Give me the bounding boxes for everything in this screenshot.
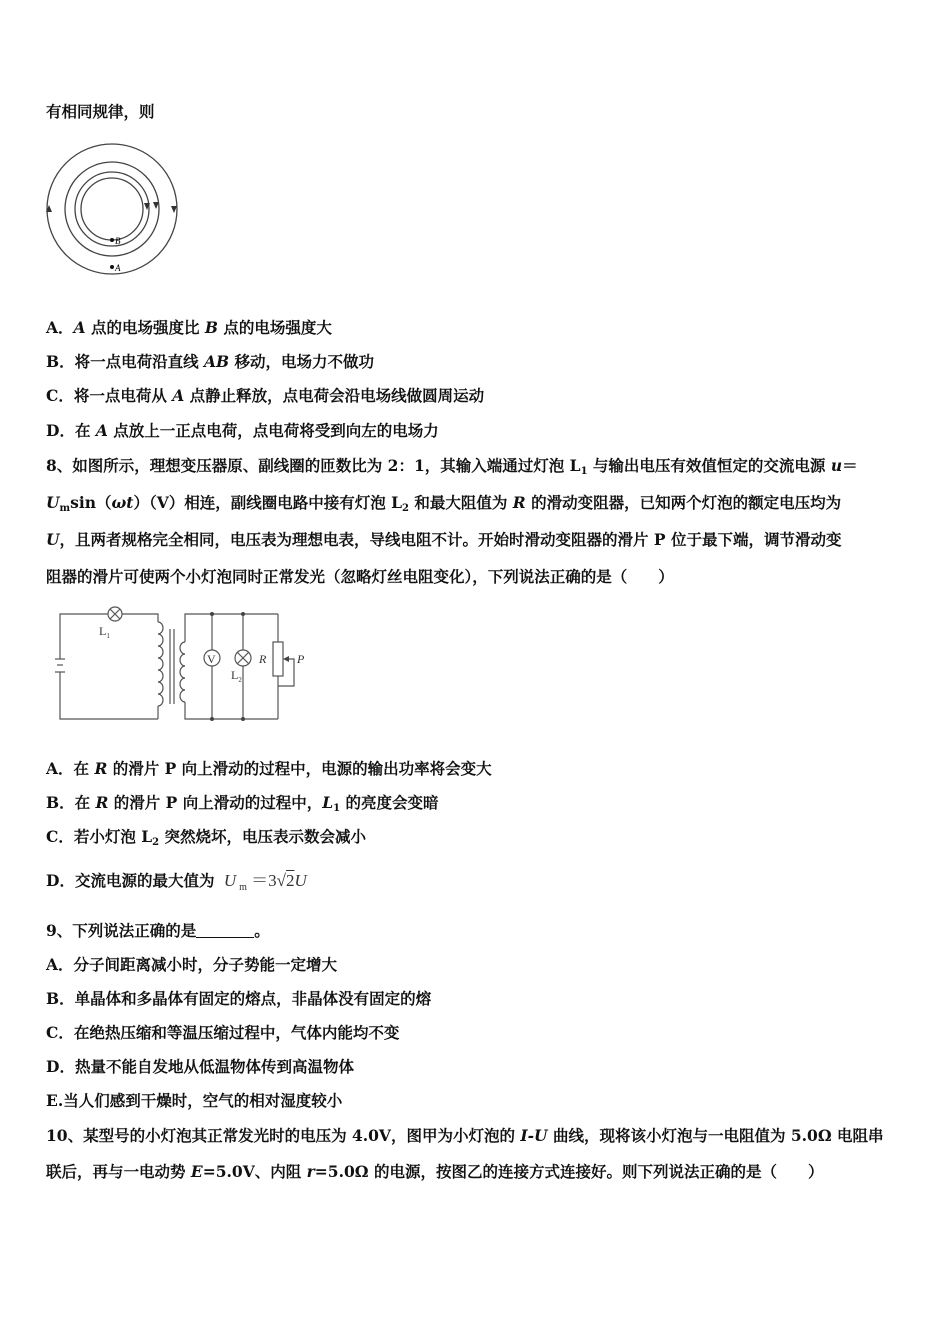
q10-stem-line-1: 10、某型号的小灯泡其正常发光时的电压为 4.0V，图甲为小灯泡的 I-U 曲线，现将该小灯泡与一电阻值为 5.0Ω 电阻串 bbox=[46, 1126, 884, 1145]
italic-symbol: AB bbox=[204, 352, 230, 371]
q8-option-b: B．在 R 的滑片 P 向上滑动的过程中，$L_1$ 的亮度会变暗 bbox=[46, 793, 439, 814]
q8-slider-label: P bbox=[297, 652, 305, 666]
italic-symbol: R bbox=[94, 759, 108, 778]
subscript: 1 bbox=[580, 466, 588, 477]
italic-symbol: A bbox=[172, 386, 185, 405]
q8-option-d bbox=[46, 871, 307, 898]
italic-symbol: L bbox=[322, 793, 334, 812]
q9-option-b: B．单晶体和多晶体有固定的熔点，非晶体没有固定的熔 bbox=[46, 989, 432, 1008]
italic-symbol: ωt bbox=[111, 493, 134, 512]
subscript: m bbox=[59, 503, 71, 514]
q9-answer-blank bbox=[196, 923, 254, 938]
subscript: 2 bbox=[402, 503, 409, 514]
subscript: 1 bbox=[333, 803, 341, 814]
italic-symbol: R bbox=[512, 493, 526, 512]
q8-l2-label: L bbox=[231, 668, 239, 682]
q8-stem-line-3: U，且两者规格完全相同，电压表为理想电表，导线电阻不计。开始时滑动变阻器的滑片 P 位于最下端，调节滑动变 bbox=[46, 530, 842, 549]
q8-option-d-text: D．交流电源的最大值为 bbox=[46, 871, 215, 890]
svg-text:L2 bbox=[231, 668, 242, 684]
q8-l2-sub: 2 bbox=[238, 676, 242, 684]
italic-symbol: U bbox=[46, 493, 60, 512]
q9-stem: 9、下列说法正确的是 。 bbox=[46, 921, 270, 940]
q8-option-c: C．若小灯泡 $L_2$ 突然烧坏，电压表示数会减小 bbox=[46, 827, 367, 848]
q10-stem-line-2: 联后，再与一电动势 E=5.0V、内阻 r=5.0Ω 的电源，按图乙的连接方式连接好。则下列说法正确的是（ ） bbox=[46, 1162, 824, 1181]
q8-option-a: A．在 R 的滑片 P 向上滑动的过程中，电源的输出功率将会变大 bbox=[46, 759, 492, 778]
q8-voltmeter-label: V bbox=[207, 652, 216, 666]
q7-label-b: B bbox=[115, 236, 121, 246]
italic-symbol: I-U bbox=[520, 1126, 548, 1145]
q8-circuit-figure bbox=[50, 604, 320, 724]
q8-l1-sub: 1 bbox=[106, 632, 110, 640]
q7-intro: 有相同规律，则 bbox=[46, 102, 155, 121]
q7-option-c: C．将一点电荷从 A 点静止释放，点电荷会沿电场线做圆周运动 bbox=[46, 386, 485, 405]
q9-option-a: A．分子间距离减小时，分子势能一定增大 bbox=[46, 955, 338, 974]
q9-option-d: D．热量不能自发地从低温物体传到高温物体 bbox=[46, 1057, 354, 1076]
q9-option-e: E.当人们感到干燥时，空气的相对湿度较小 bbox=[46, 1091, 343, 1110]
italic-symbol: R bbox=[95, 793, 109, 812]
formula-lhs-sub: m bbox=[239, 882, 247, 893]
italic-symbol: U bbox=[46, 530, 60, 549]
italic-symbol: A bbox=[95, 421, 108, 440]
formula-rhs: U bbox=[294, 871, 307, 890]
q7-option-b: B．将一点电荷沿直线 AB 移动，电场力不做功 bbox=[46, 352, 375, 371]
q8-l1-label: L bbox=[99, 624, 107, 638]
q8-stem-line-2: $U_m\sin(\omega t)(V)$相连，副线圈电路中接有灯泡 $L_2$ 和最大阻值为 R 的滑动变阻器，已知两个灯泡的额定电压均为 bbox=[46, 493, 842, 514]
formula-sqrt: √2 bbox=[276, 871, 295, 890]
q8-resistor-label: R bbox=[259, 652, 267, 666]
italic-symbol: r bbox=[306, 1162, 315, 1181]
italic-symbol: A bbox=[73, 318, 86, 337]
svg-text:L1 bbox=[99, 624, 110, 640]
subscript: 2 bbox=[152, 837, 160, 848]
q8-stem-line-4: 阻器的滑片可使两个小灯泡同时正常发光（忽略灯丝电阻变化），下列说法正确的是（ ） bbox=[46, 567, 674, 586]
formula-eq: ＝3 bbox=[251, 871, 277, 890]
q7-field-figure bbox=[44, 136, 184, 286]
italic-symbol: u bbox=[830, 456, 843, 475]
q7-option-a: A．A 点的电场强度比 B 点的电场强度大 bbox=[46, 318, 332, 337]
italic-symbol: B bbox=[204, 318, 218, 337]
q9-option-c: C．在绝热压缩和等温压缩过程中，气体内能均不变 bbox=[46, 1023, 400, 1042]
q7-option-d: D．在 A 点放上一正点电荷，点电荷将受到向左的电场力 bbox=[46, 421, 439, 440]
italic-symbol: E bbox=[190, 1162, 203, 1181]
q8-stem-line-1: 8、如图所示，理想变压器原、副线圈的匝数比为 2：1，其输入端通过灯泡 $L_1$ 与输出电压有效值恒定的交流电源 u＝ bbox=[46, 456, 858, 477]
q7-label-a: A bbox=[115, 263, 121, 273]
formula-lhs: U bbox=[223, 871, 237, 890]
q8-option-d-formula bbox=[223, 871, 307, 893]
